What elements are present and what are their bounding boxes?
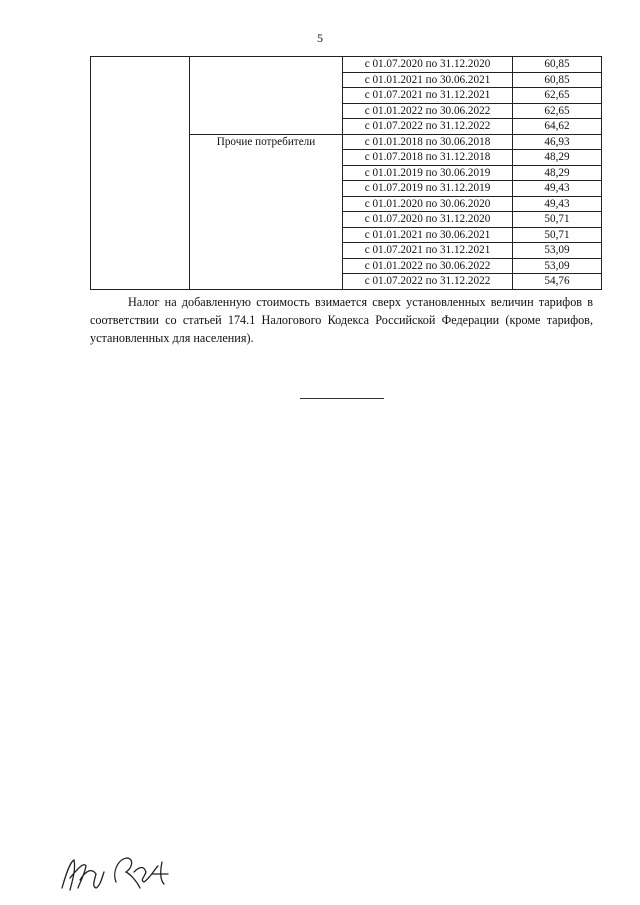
- tariff-value-cell: 50,71: [513, 212, 602, 228]
- period-cell: с 01.01.2021 по 30.06.2021: [343, 227, 513, 243]
- period-cell: с 01.07.2021 по 31.12.2021: [343, 243, 513, 259]
- vat-note-paragraph: [90, 293, 593, 347]
- table-row: [91, 57, 602, 73]
- page-number: 5: [317, 31, 323, 45]
- tariff-value-cell: 50,71: [513, 227, 602, 243]
- tariff-table: [90, 56, 602, 290]
- tariff-value-cell: 48,29: [513, 165, 602, 181]
- tariff-value-cell: 54,76: [513, 274, 602, 290]
- vat-note-text: Налог на добавленную стоимость взимается сверх установленных величин тарифов в соответствии со статьей 174.1 Налогового Кодекса Российской Федерации (кроме тарифов, установленных для населения).: [90, 295, 593, 345]
- period-cell: с 01.01.2022 по 30.06.2022: [343, 258, 513, 274]
- tariff-value-cell: 62,65: [513, 88, 602, 104]
- consumer-group-cell: [190, 57, 343, 135]
- tariff-value-cell: 53,09: [513, 243, 602, 259]
- end-divider-line: [300, 398, 384, 399]
- period-cell: с 01.07.2018 по 31.12.2018: [343, 150, 513, 166]
- period-cell: с 01.07.2021 по 31.12.2021: [343, 88, 513, 104]
- period-cell: с 01.01.2019 по 30.06.2019: [343, 165, 513, 181]
- period-cell: с 01.07.2020 по 31.12.2020: [343, 212, 513, 228]
- tariff-value-cell: 48,29: [513, 150, 602, 166]
- period-cell: с 01.07.2022 по 31.12.2022: [343, 119, 513, 135]
- period-cell: с 01.07.2019 по 31.12.2019: [343, 181, 513, 197]
- tariff-value-cell: 53,09: [513, 258, 602, 274]
- tariff-value-cell: 49,43: [513, 181, 602, 197]
- period-cell: с 01.01.2022 по 30.06.2022: [343, 103, 513, 119]
- period-cell: с 01.01.2021 по 30.06.2021: [343, 72, 513, 88]
- tariff-value-cell: 60,85: [513, 57, 602, 73]
- tariff-value-cell: 49,43: [513, 196, 602, 212]
- period-cell: с 01.07.2022 по 31.12.2022: [343, 274, 513, 290]
- tariff-value-cell: 60,85: [513, 72, 602, 88]
- category-cell: [91, 57, 190, 290]
- handwritten-signature-icon: [56, 848, 186, 896]
- tariff-value-cell: 46,93: [513, 134, 602, 150]
- tariff-value-cell: 64,62: [513, 119, 602, 135]
- period-cell: с 01.07.2020 по 31.12.2020: [343, 57, 513, 73]
- tariff-value-cell: 62,65: [513, 103, 602, 119]
- tariff-table-body: [91, 57, 602, 290]
- period-cell: с 01.01.2018 по 30.06.2018: [343, 134, 513, 150]
- period-cell: с 01.01.2020 по 30.06.2020: [343, 196, 513, 212]
- consumer-group-cell: Прочие потребители: [190, 134, 343, 289]
